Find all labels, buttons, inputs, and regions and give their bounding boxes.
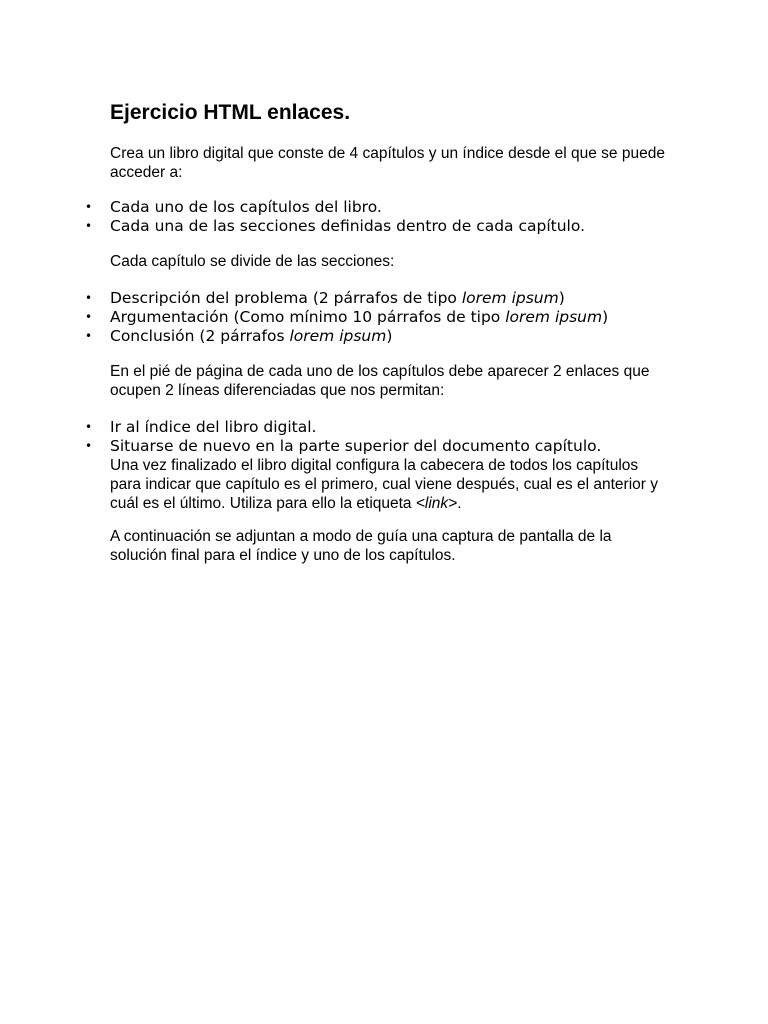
bullet-icon: •	[85, 420, 93, 434]
header-config-text: Una vez finalizado el libro digital configura la cabecera de todos los capítulos para indicar que capítulo es el primero, cual viene después, cual es el anterior y cuál es el último. Utiliza para ello la etiqueta	[110, 457, 658, 512]
list-item	[85, 198, 670, 217]
footer-intro-paragraph: En el pié de página de cada uno de los capítulos debe aparecer 2 enlaces que ocupen 2 líneas diferenciadas que nos permitan:	[110, 363, 650, 399]
list-item	[85, 308, 670, 327]
sections-list	[85, 289, 670, 346]
list-item-suffix: )	[386, 327, 393, 345]
list-item-italic-text: lorem ipsum	[505, 308, 603, 326]
list-item-suffix: )	[602, 308, 609, 326]
list-item-text: Cada una de las secciones definidas dentro de cada capítulo.	[110, 217, 585, 235]
list-item	[85, 437, 670, 456]
list-item-text: Argumentación (Como mínimo 10 párrafos de tipo	[110, 308, 506, 326]
footer-links-list	[85, 418, 670, 456]
list-item-text: Ir al índice del libro digital.	[110, 418, 317, 436]
bullet-icon: •	[85, 219, 93, 233]
list-item-italic-text: lorem ipsum	[289, 327, 387, 345]
chapter-access-list	[85, 198, 670, 236]
list-item	[85, 217, 670, 236]
bullet-icon: •	[85, 291, 93, 305]
list-item	[85, 327, 670, 346]
list-item-text: Situarse de nuevo en la parte superior del documento capítulo.	[110, 437, 602, 455]
header-config-suffix: .	[457, 495, 462, 512]
list-item	[85, 418, 670, 437]
document-title: Ejercicio HTML enlaces.	[110, 101, 351, 124]
bullet-icon: •	[85, 329, 93, 343]
sections-intro-paragraph: Cada capítulo se divide de las secciones:	[110, 253, 395, 270]
list-item	[85, 289, 670, 308]
header-config-paragraph	[110, 456, 670, 513]
list-item-text: Conclusión (2 párrafos	[110, 327, 290, 345]
document-content	[85, 100, 670, 565]
list-item-text: Descripción del problema (2 párrafos de tipo	[110, 289, 462, 307]
list-item-italic-text: lorem ipsum	[461, 289, 559, 307]
bullet-icon: •	[85, 439, 93, 453]
list-item-text: Cada uno de los capítulos del libro.	[110, 198, 382, 216]
bullet-icon: •	[85, 200, 93, 214]
closing-paragraph: A continuación se adjuntan a modo de guía una captura de pantalla de la solución final para el índice y uno de los capítulos.	[110, 528, 612, 564]
list-item-suffix: )	[558, 289, 565, 307]
intro-paragraph: Crea un libro digital que conste de 4 capítulos y un índice desde el que se puede acceder a:	[110, 145, 665, 181]
link-tag-text: <link>	[415, 495, 458, 512]
bullet-icon: •	[85, 310, 93, 324]
